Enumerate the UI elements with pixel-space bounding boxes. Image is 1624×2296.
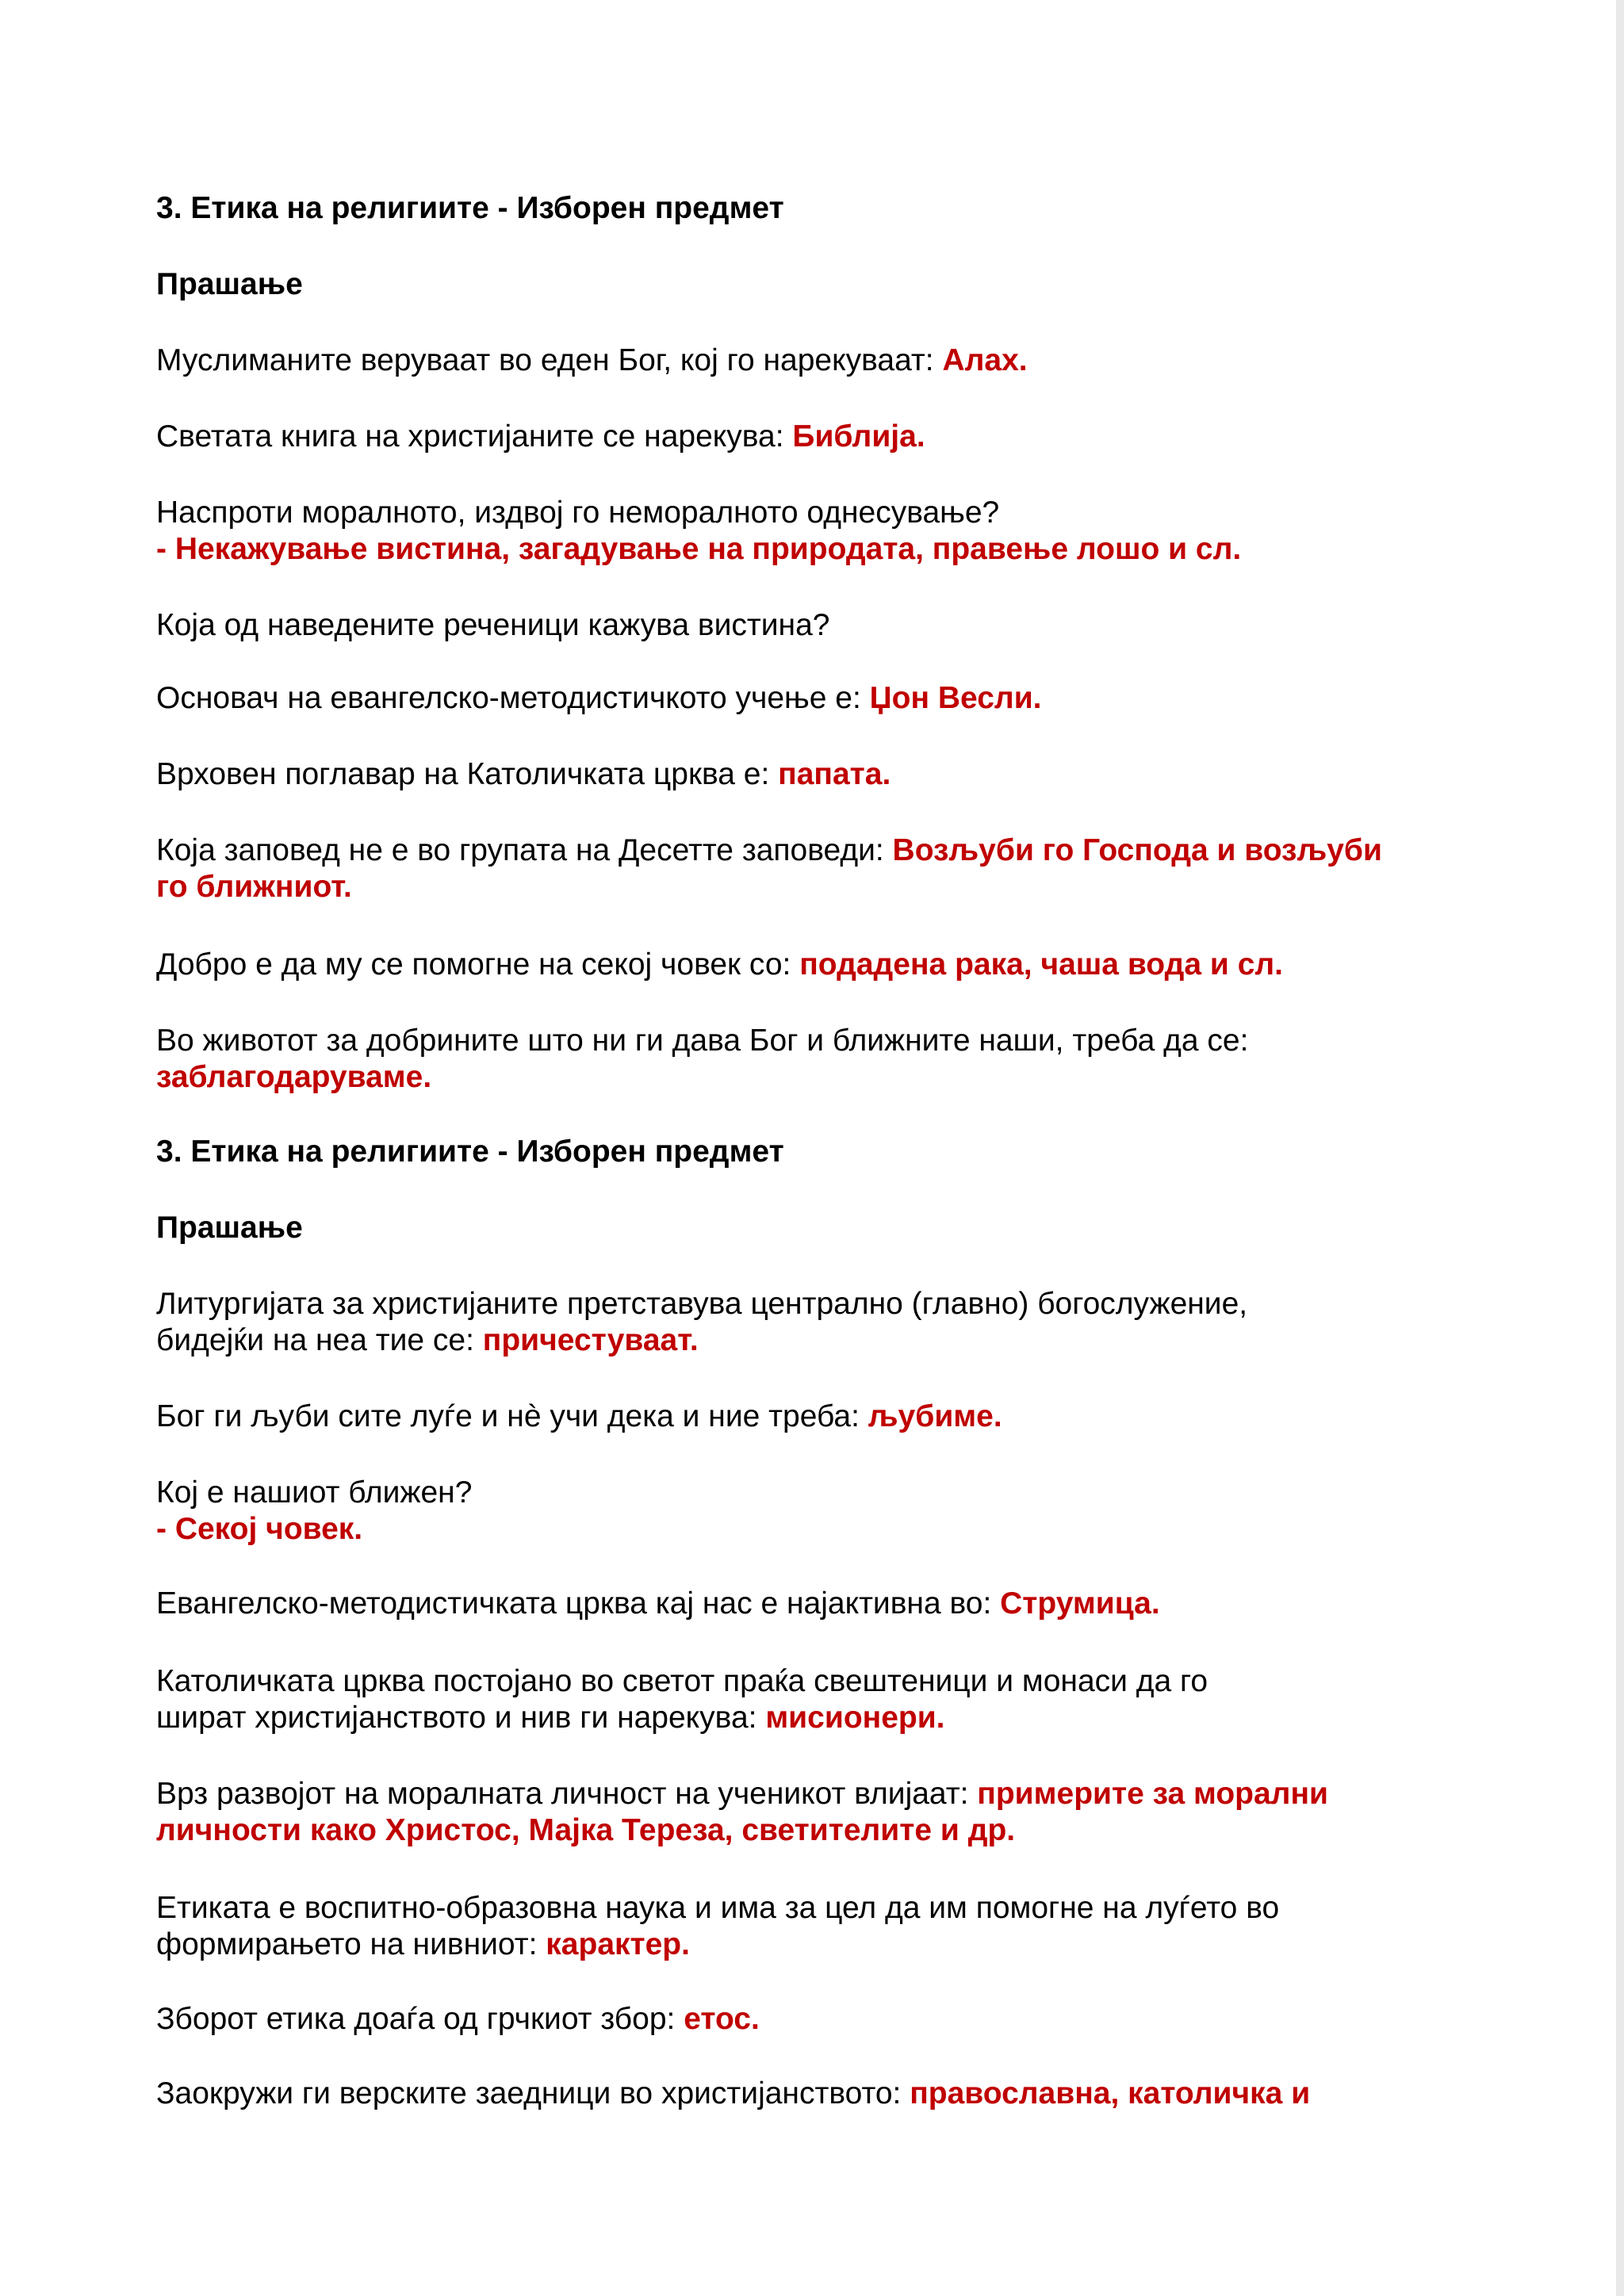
question-item (156, 2001, 1520, 2038)
question-text: Основач на евангелско-методистичкото учење е: (156, 681, 870, 715)
question-text: Евангелско-методистичката црква кај нас е најактивна во: (156, 1586, 1001, 1621)
section-subtitle: Прашање (156, 1211, 303, 1245)
section-subtitle: Прашање (156, 267, 303, 301)
question-text: Светата книга на христијаните се нарекува: (156, 419, 793, 453)
question-text-continued: бидејќи на неа тие се: (156, 1323, 483, 1357)
question-item (156, 947, 1520, 983)
question-text: Наспроти моралното, издвој го неморалното однесување? (156, 496, 1000, 530)
question-item (156, 1890, 1520, 1963)
answer-text: Библија. (792, 419, 925, 453)
question-item (156, 1586, 1520, 1622)
question-text: Врз развојот на моралната личност на ученикот влијаат: (156, 1777, 978, 1811)
question-text-continued: шират христијанството и нив ги нарекува: (156, 1701, 766, 1735)
answer-text: Алах. (942, 343, 1028, 377)
answer-text-continued: личности како Христос, Мајка Тереза, светителите и др. (156, 1813, 1016, 1847)
answer-text: етос. (684, 2002, 760, 2036)
section-title: 3. Етика на религиите - Изборен предмет (156, 191, 784, 225)
question-text: Католичката црква постојано во светот праќа свештеници и монаси да го (156, 1664, 1208, 1698)
answer-text: љубиме. (868, 1399, 1002, 1433)
answer-text: карактер. (546, 1927, 690, 1961)
answer-text: причестуваат. (482, 1323, 699, 1357)
question-item (156, 1399, 1520, 1435)
question-item (156, 495, 1520, 568)
section-title: 3. Етика на религиите - Изборен предмет (156, 1135, 784, 1169)
question-text: Добро е да му се помогне на секој човек со: (156, 947, 800, 982)
answer-text: Возљуби го Господа и возљуби (892, 833, 1382, 867)
answer-text-continued: го ближниот. (156, 870, 352, 904)
answer-text: мисионери. (765, 1701, 945, 1735)
answer-text: подадена рака, чаша вода и сл. (799, 947, 1283, 982)
question-text: Муслиманите веруваат во еден Бог, кој го нарекуваат: (156, 343, 943, 377)
answer-text: - Секој човек. (156, 1512, 363, 1546)
answer-text: Џон Весли. (869, 681, 1042, 715)
question-text: Литургијата за христијаните претставува централно (главно) богослужение, (156, 1287, 1248, 1321)
answer-text: заблагодаруваме. (156, 1060, 432, 1094)
answer-text: примерите за морални (977, 1777, 1328, 1811)
page-edge (1616, 0, 1624, 2296)
question-item (156, 1475, 1520, 1548)
question-item (156, 419, 1520, 455)
question-text: Заокружи ги верските заедници во христијанството: (156, 2076, 910, 2110)
question-item (156, 680, 1520, 717)
question-item (156, 1286, 1520, 1359)
question-text: Етиката е воспитно-образовна наука и има за цел да им помогне на луѓето во (156, 1891, 1280, 1925)
question-item (156, 1023, 1520, 1096)
answer-text: Струмица. (1000, 1586, 1160, 1621)
question-item (156, 1776, 1520, 1849)
question-item (156, 756, 1520, 793)
question-text: Која заповед не е во групата на Десетте заповеди: (156, 833, 893, 867)
question-text: Кој е нашиот ближен? (156, 1475, 473, 1510)
question-item (156, 832, 1520, 905)
question-text: Зборот етика доаѓа од грчкиот збор: (156, 2002, 684, 2036)
question-item (156, 1663, 1520, 1736)
question-text: Која од наведените реченици кажува вистина? (156, 608, 830, 642)
answer-text: - Некажување вистина, загадување на природата, правење лошо и сл. (156, 532, 1242, 566)
question-text: Врховен поглавар на Католичката црква е: (156, 757, 779, 791)
answer-text: православна, католичка и (910, 2076, 1311, 2110)
question-item (156, 607, 1520, 644)
question-item (156, 342, 1520, 379)
answer-text: папата. (778, 757, 891, 791)
question-item (156, 2076, 1520, 2112)
question-text-continued: формирањето на нивниот: (156, 1927, 546, 1961)
question-text: Бог ги љуби сите луѓе и нè учи дека и ние треба: (156, 1399, 868, 1433)
question-text: Во животот за добрините што ни ги дава Бог и ближните наши, треба да се: (156, 1024, 1249, 1058)
